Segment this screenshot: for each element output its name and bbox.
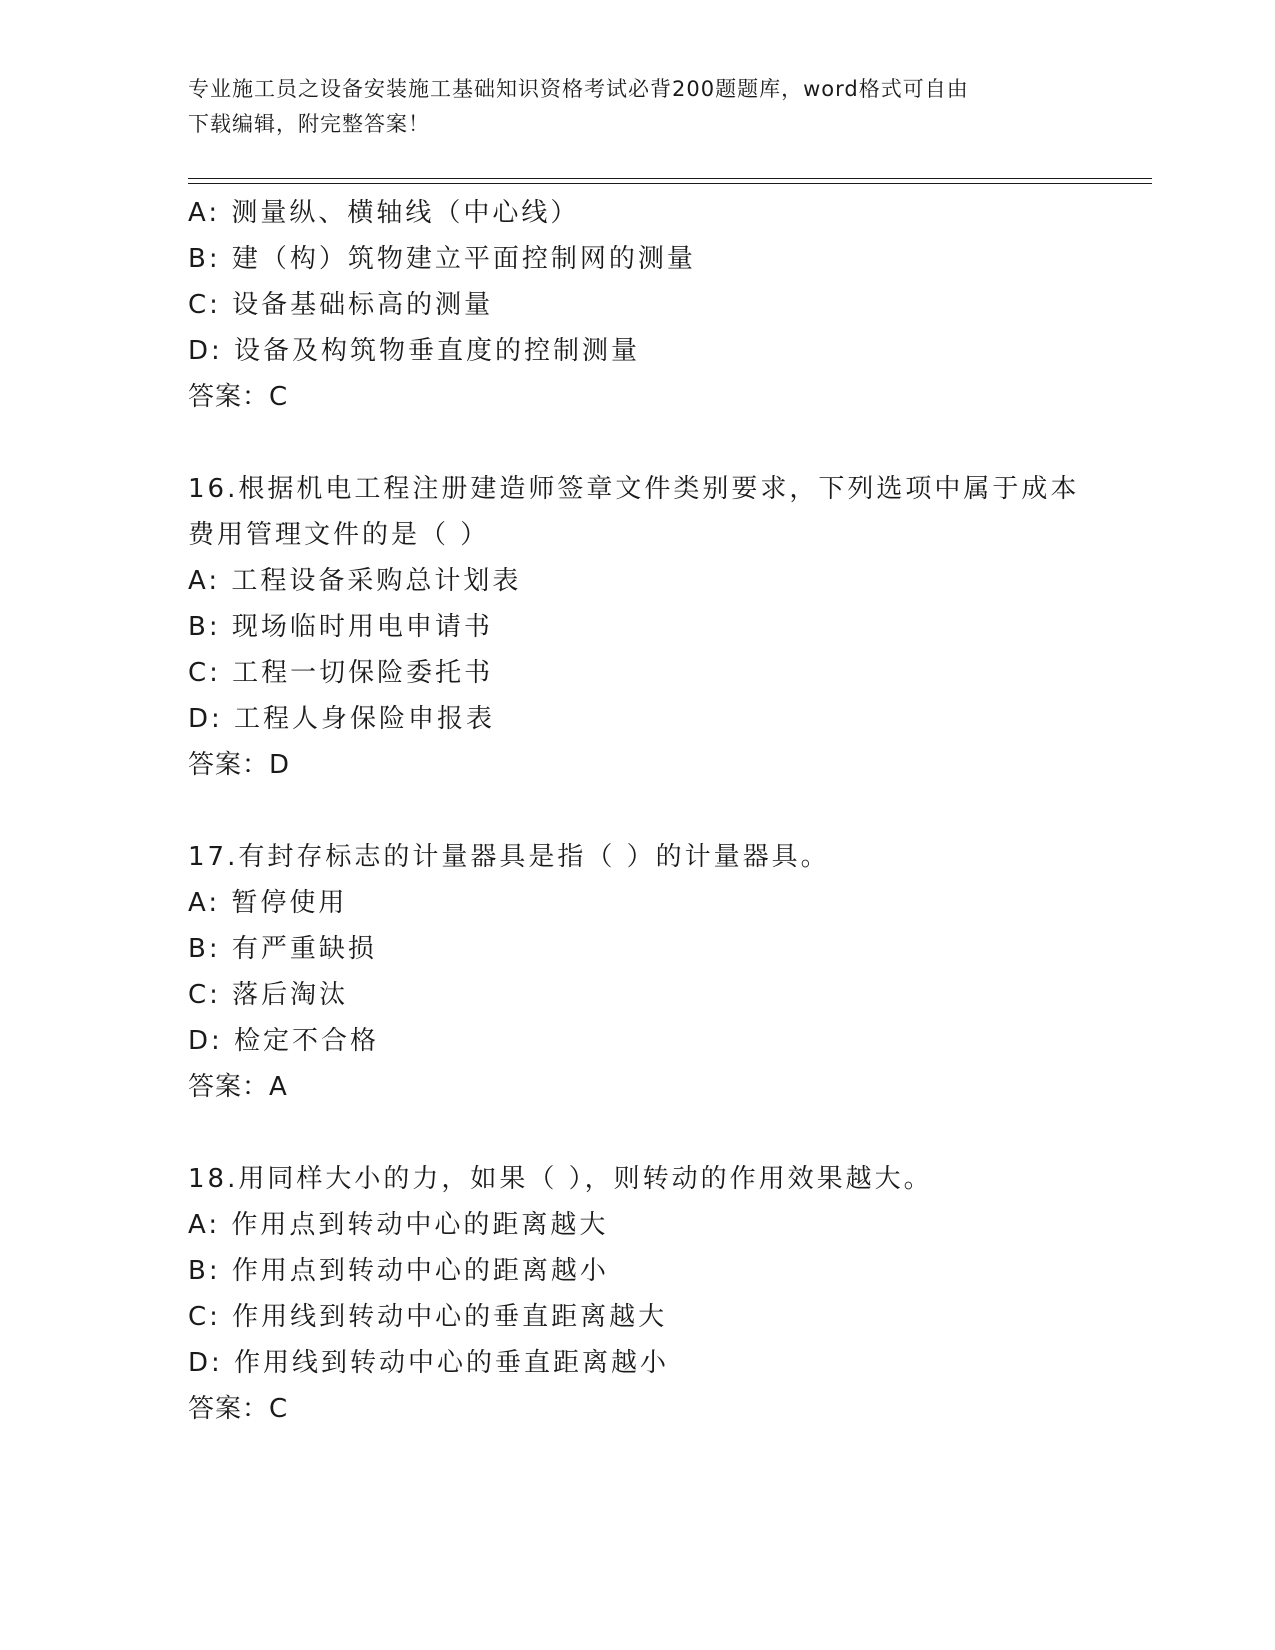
question-stem: 16.根据机电工程注册建造师签章文件类别要求，下列选项中属于成本 <box>188 474 1080 504</box>
header-divider-top <box>188 178 1152 179</box>
question-stem: 17.有封存标志的计量器具是指（ ）的计量器具。 <box>188 842 830 872</box>
question-stem: 18.用同样大小的力，如果（ ），则转动的作用效果越大。 <box>188 1164 933 1194</box>
question-spacer <box>188 1110 1088 1156</box>
option-d: D: 设备及构筑物垂直度的控制测量 <box>188 336 641 366</box>
question-18 <box>188 1156 1088 1432</box>
question-list <box>188 190 1088 1432</box>
option-d: D: 检定不合格 <box>188 1026 380 1056</box>
header-line-2: 下载编辑，附完整答案！ <box>188 112 430 136</box>
answer-line: 答案：A <box>188 1072 288 1102</box>
question-spacer <box>188 420 1088 466</box>
option-c: C: 工程一切保险委托书 <box>188 658 494 688</box>
option-b: B: 建（构）筑物建立平面控制网的测量 <box>188 244 696 274</box>
question-16 <box>188 466 1088 788</box>
option-a: A: 工程设备采购总计划表 <box>188 566 522 596</box>
option-c: C: 作用线到转动中心的垂直距离越大 <box>188 1302 668 1332</box>
option-b: B: 作用点到转动中心的距离越小 <box>188 1256 609 1286</box>
question-stem-continued: 费用管理文件的是（ ） <box>188 520 490 550</box>
answer-line: 答案：D <box>188 750 291 780</box>
answer-line: 答案：C <box>188 1394 289 1424</box>
option-a: A: 作用点到转动中心的距离越大 <box>188 1210 609 1240</box>
question-15-partial <box>188 190 1088 420</box>
option-b: B: 有严重缺损 <box>188 934 377 964</box>
question-spacer <box>188 788 1088 834</box>
document-header <box>188 72 1068 142</box>
header-line-1: 专业施工员之设备安装施工基础知识资格考试必背200题题库，word格式可自由 <box>188 77 969 101</box>
option-d: D: 作用线到转动中心的垂直距离越小 <box>188 1348 670 1378</box>
answer-line: 答案：C <box>188 382 289 412</box>
option-b: B: 现场临时用电申请书 <box>188 612 493 642</box>
option-a: A: 暂停使用 <box>188 888 348 918</box>
option-d: D: 工程人身保险申报表 <box>188 704 496 734</box>
option-a: A: 测量纵、横轴线（中心线） <box>188 198 580 228</box>
option-c: C: 落后淘汰 <box>188 980 349 1010</box>
question-17 <box>188 834 1088 1110</box>
header-divider-bottom <box>188 183 1152 184</box>
option-c: C: 设备基础标高的测量 <box>188 290 494 320</box>
